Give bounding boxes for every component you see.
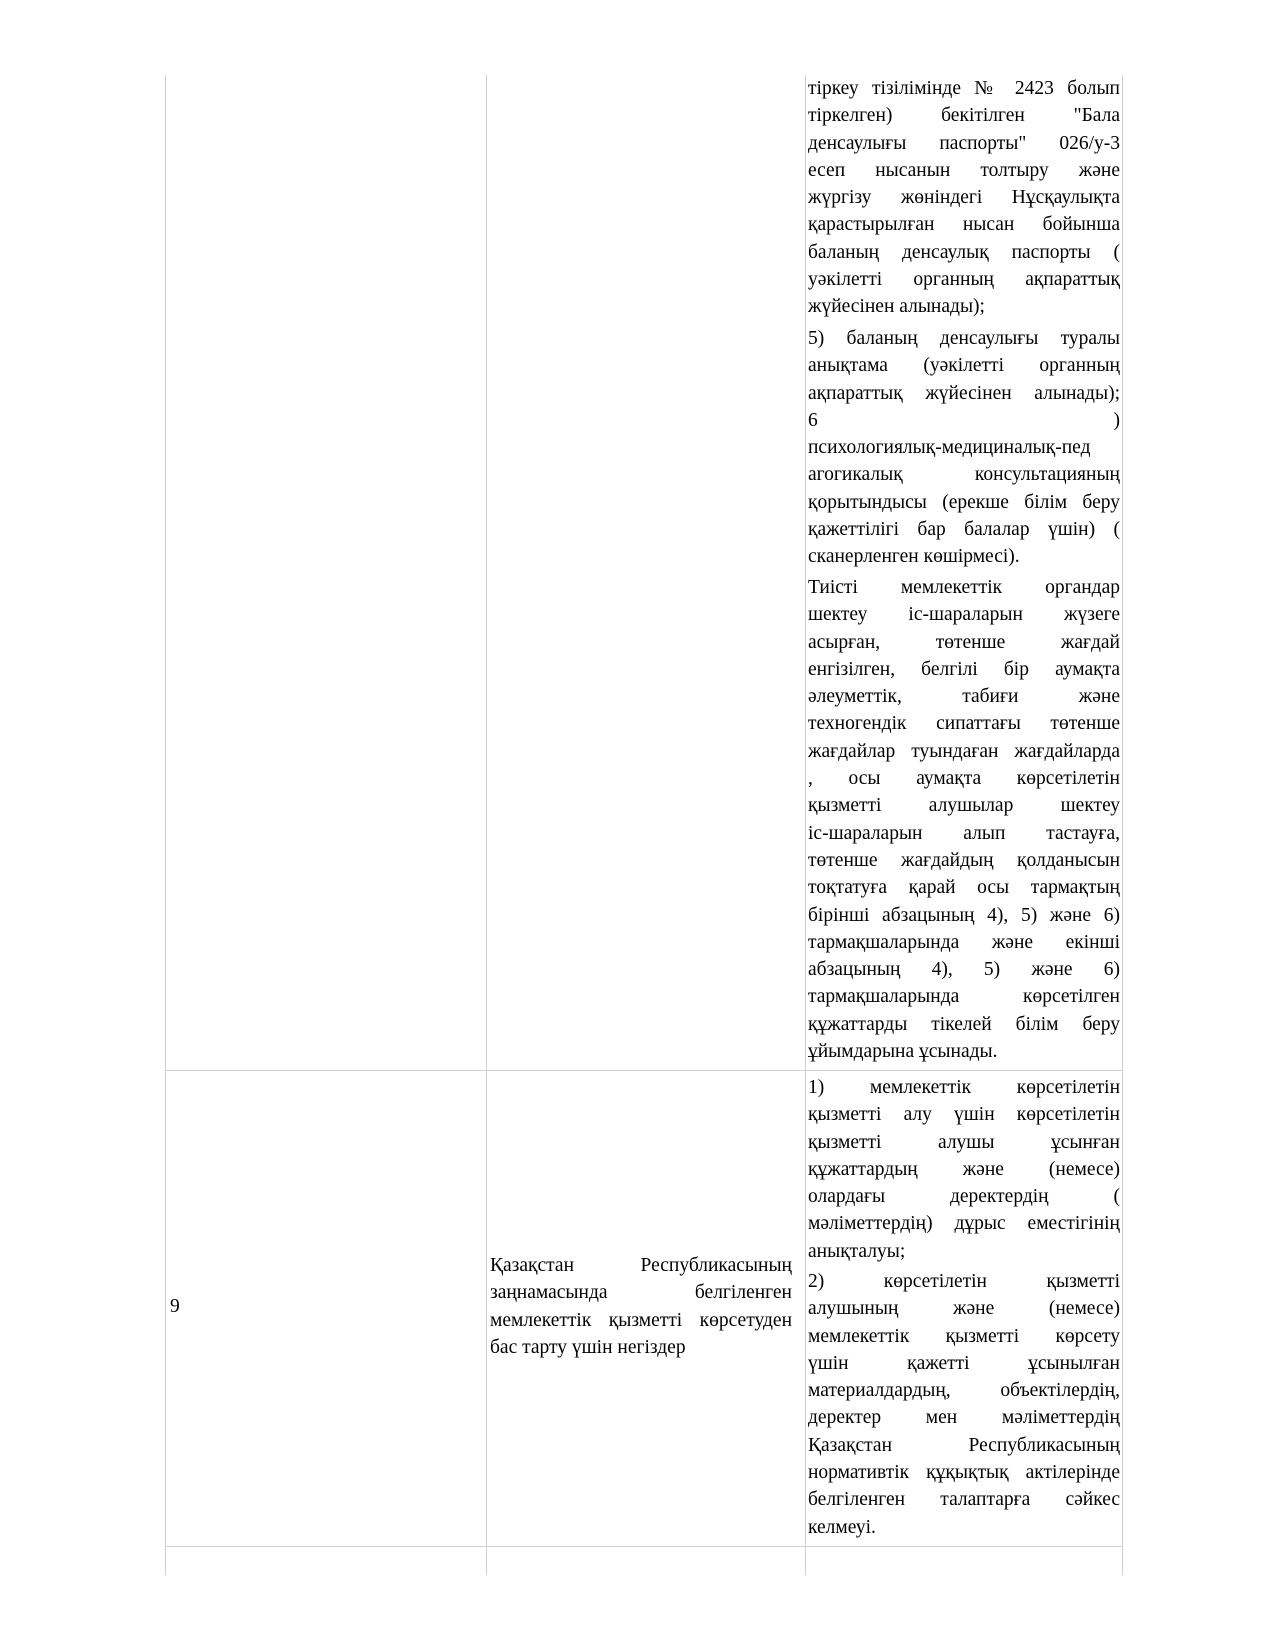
- text-line: Қазақстан Республикасының: [808, 1434, 1120, 1456]
- text-line: төтенше жағдайдың қолданысын: [808, 849, 1120, 871]
- text-line: тіркелген) бекітілген "Бала: [808, 105, 1120, 127]
- text-line: мәліметтердің) дұрыс еместігінің: [808, 1213, 1120, 1235]
- text-line: деректер мен мәліметтердің: [808, 1407, 1120, 1429]
- text-line: үшін қажетті ұсынылған: [808, 1352, 1120, 1374]
- text-line: белгіленген талаптарға сәйкес: [808, 1489, 1120, 1511]
- details-paragraph: [808, 1268, 1120, 1541]
- text-line: есеп нысанын толтыру және: [808, 159, 1120, 181]
- text-line: келмеуі.: [808, 1516, 876, 1538]
- text-line: тоқтатуға қарай осы тармақтың: [808, 877, 1120, 899]
- text-line: қорытындысы (ерекше білім беру: [808, 491, 1120, 513]
- text-line: олардағы деректердің (: [808, 1186, 1120, 1208]
- text-line: қызметті алушы ұсынған: [808, 1131, 1120, 1153]
- text-line: әлеуметтік, табиғи және: [808, 686, 1120, 708]
- text-line: шектеу іс-шараларын жүзеге: [808, 604, 1120, 626]
- text-line: ұйымдарына ұсынады.: [808, 1041, 998, 1063]
- text-line: тіркеу тізілімінде № 2423 болып: [808, 78, 1120, 99]
- text-line: жағдайлар туындаған жағдайларда: [808, 740, 1120, 762]
- text-line: 6 ): [808, 409, 1120, 431]
- text-line: қызметті алу үшін көрсетілетін: [808, 1104, 1120, 1126]
- row-number: 9: [170, 1296, 180, 1317]
- details-paragraph: [808, 574, 1120, 1065]
- text-line: бас тарту үшін негіздер: [490, 1336, 686, 1358]
- text-line: Тиісті мемлекеттік органдар: [808, 577, 1120, 598]
- text-line: қарастырылған нысан бойынша: [808, 214, 1120, 236]
- table-border-right: [1122, 75, 1123, 1575]
- table-row-divider-2: [165, 1546, 1122, 1547]
- text-line: қызметті алушылар шектеу: [808, 795, 1120, 817]
- text-line: енгізілген, белгілі бір аумақта: [808, 658, 1120, 680]
- text-line: заңнамасында белгіленген: [490, 1282, 792, 1304]
- text-line: денсаулығы паспорты" 026/у-3: [808, 132, 1120, 154]
- text-line: агогикалық консультацияның: [808, 464, 1120, 486]
- details-paragraph: [808, 1074, 1120, 1265]
- text-line: Қазақстан Республикасының: [490, 1255, 792, 1276]
- text-line: бірінші абзацының 4), 5) және 6): [808, 904, 1120, 926]
- text-line: 5) баланың денсаулығы туралы: [808, 328, 1120, 349]
- table-border-col1: [486, 75, 487, 1575]
- text-line: асырған, төтенше жағдай: [808, 631, 1120, 653]
- text-line: 2) көрсетілетін қызметті: [808, 1271, 1120, 1292]
- text-line: іс-шараларын алып тастауға,: [808, 822, 1120, 844]
- text-line: мемлекеттік қызметті көрсетуден: [490, 1309, 792, 1331]
- text-line: , осы аумақта көрсетілетін: [808, 768, 1120, 790]
- text-line: мемлекеттік қызметті көрсету: [808, 1325, 1120, 1347]
- text-line: тармақшаларында және екінші: [808, 931, 1120, 953]
- text-line: сканерленген көшірмесі).: [808, 546, 1020, 568]
- text-line: алушының және (немесе): [808, 1298, 1120, 1320]
- text-line: психологиялық-медициналық-пед: [808, 437, 1091, 459]
- text-line: баланың денсаулық паспорты (: [808, 241, 1120, 263]
- text-line: анықталуы;: [808, 1240, 906, 1262]
- table-border-left: [165, 75, 166, 1575]
- text-line: 1) мемлекеттік көрсетілетін: [808, 1077, 1120, 1098]
- text-line: техногендік сипаттағы төтенше: [808, 713, 1120, 735]
- text-line: құжаттардың және (немесе): [808, 1158, 1120, 1180]
- text-line: нормативтік құқықтық актілерінде: [808, 1462, 1120, 1484]
- text-line: анықтама (уәкілетті органның: [808, 355, 1120, 377]
- table-row-divider-1: [165, 1070, 1122, 1071]
- text-line: жүйесінен алынады);: [808, 296, 985, 318]
- details-paragraph: [808, 75, 1120, 321]
- text-line: ақпараттық жүйесінен алынады);: [808, 382, 1120, 404]
- row-name: [490, 1252, 792, 1361]
- text-line: уәкілетті органның ақпараттық: [808, 269, 1120, 291]
- text-line: материалдардың, объектілердің,: [808, 1380, 1120, 1402]
- table-border-col2: [805, 75, 806, 1575]
- text-line: қажеттілігі бар балалар үшін) (: [808, 519, 1120, 541]
- text-line: құжаттарды тікелей білім беру: [808, 1013, 1120, 1035]
- text-line: тармақшаларында көрсетілген: [808, 986, 1120, 1008]
- text-line: абзацының 4), 5) және 6): [808, 959, 1120, 981]
- text-line: жүргізу жөніндегі Нұсқаулықта: [808, 187, 1120, 209]
- details-paragraph: [808, 325, 1120, 571]
